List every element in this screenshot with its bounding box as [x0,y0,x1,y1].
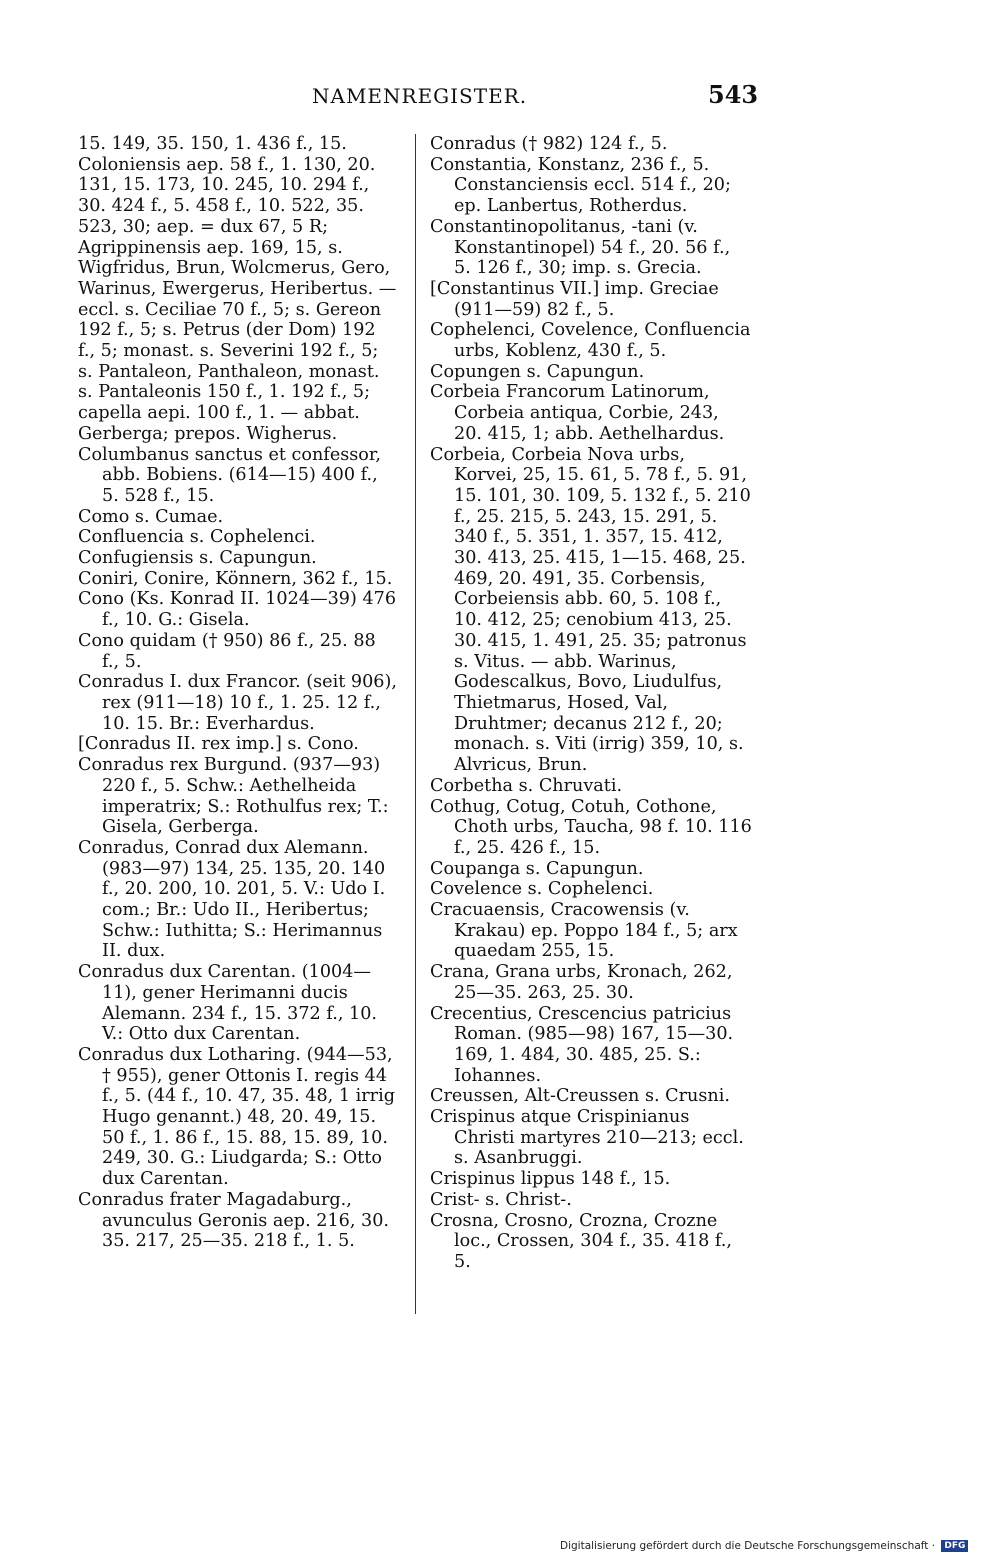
index-entry: Corbeia, Corbeia Nova urbs, Korvei, 25, 15. 61, 5. 78 f., 5. 91, 15. 101, 30. 109, 5. 132 f., 5. 210 f., 25. 215, 5. 243, 15. 291, 5. 340 f., 5. 351, 1. 357, 15. 412, 30. 413, 25. 415, 1—15. 468, 25. 469, 20. 491, 35. Corbensis, Corbeiensis abb. 60, 5. 108 f., 10. 412, 25; cenobium 413, 25. 30. 415, 1. 491, 25. 35; patronus s. Vitus. — abb. Warinus, Godescalkus, Bovo, Liudulfus, Thietmarus, Hosed, Val, Druhtmer; decanus 212 f., 20; monach. s. Viti (irrig) 359, 10, s. Alvricus, Brun. [430,444,751,776]
index-entry: Crispinus atque Crispinianus Christi martyres 210—213; eccl. s. Asanbruggi. [430,1107,744,1169]
index-entry: Crecentius, Crescencius patricius Roman. (985—98) 167, 15—30. 169, 1. 484, 30. 485, 25. S.: Iohannes. [430,1003,734,1086]
index-entry: Crispinus lippus 148 f., 15. [430,1169,671,1190]
dfg-logo: DFG [941,1540,968,1552]
index-entry: Cracuaensis, Cracowensis (v. Krakau) ep. Poppo 184 f., 5; arx quaedam 255, 15. [430,900,738,962]
index-entry: Creussen, Alt-Creussen s. Crusni. [430,1086,730,1107]
footer-text: Digitalisierung gefördert durch die Deutsche Forschungsgemeinschaft [560,1540,929,1552]
index-entry: Cono (Ks. Konrad II. 1024—39) 476 f., 10. G.: Gisela. [78,589,397,631]
left-column [78,134,398,1252]
funding-footer: Digitalisierung gefördert durch die Deutsche Forschungsgemeinschaft · DFG [560,1540,1000,1556]
index-entry: Conradus dux Lotharing. (944—53, † 955), gener Ottonis I. regis 44 f., 5. (44 f., 10. 47, 35. 48, 1 irrig Hugo genannt.) 48, 20. 49, 15. 50 f., 1. 86 f., 15. 88, 15. 89, 10. 249, 30. G.: Liudgarda; S.: Otto dux Carentan. [78,1044,395,1190]
index-entry: Cono quidam († 950) 86 f., 25. 88 f., 5. [78,630,376,672]
index-entry: Conradus rex Burgund. (937—93) 220 f., 5. Schw.: Aethelheida imperatrix; S.: Rothulfus rex; T.: Gisela, Gerberga. [78,755,389,838]
index-entry: Conradus († 982) 124 f., 5. [430,134,668,154]
index-entry: Cophelenci, Covelence, Confluencia urbs, Koblenz, 430 f., 5. [430,320,751,362]
page-title: NAMENREGISTER. [312,84,528,108]
index-entry: Corbetha s. Chruvati. [430,775,623,796]
index-entry: Coniri, Conire, Könnern, 362 f., 15. [78,568,393,589]
index-entry: Conradus dux Carentan. (1004—11), gener Herimanni ducis Alemann. 234 f., 15. 372 f., 10. V.: Otto dux Carentan. [78,962,377,1045]
index-entry: Cothug, Cotug, Cotuh, Cothone, Choth urbs, Taucha, 98 f. 10. 116 f., 25. 426 f., 15. [430,796,752,858]
index-entry: Corbeia Francorum Latinorum, Corbeia antiqua, Corbie, 243, 20. 415, 1; abb. Aethelhardus. [430,382,725,444]
index-entry: Conradus, Conrad dux Alemann. (983—97) 134, 25. 135, 20. 140 f., 20. 200, 10. 201, 5. V.: Udo I. com.; Br.: Udo II., Heribertus; Schw.: Iuthitta; S.: Herimannus II. dux. [78,837,386,962]
index-entry: Constantia, Konstanz, 236 f., 5. Constanciensis eccl. 514 f., 20; ep. Lanbertus, Rotherdus. [430,154,731,217]
index-entry: 15. 149, 35. 150, 1. 436 f., 15. Coloniensis aep. 58 f., 1. 130, 20. 131, 15. 173, 10. 245, 10. 294 f., 30. 424 f., 5. 458 f., 10. 522, 35. 523, 30; aep. = dux 67, 5 R; Agrippinensis aep. 169, 15, s. Wigfridus, Brun, Wolcmerus, Gero, Warinus, Ewergerus, Heribertus. — eccl. s. Ceciliae 70 f., 5; s. Gereon 192 f., 5; s. Petrus (der Dom) 192 f., 5; monast. s. Severini 192 f., 5; s. Pantaleon, Panthaleon, monast. s. Pantaleonis 150 f., 1. 192 f., 5; capella aepi. 100 f., 1. — abbat. Gerberga; prepos. Wigherus. [78,134,397,444]
index-entry: [Constantinus VII.] imp. Greciae (911—59) 82 f., 5. [430,278,719,320]
index-entry: Columbanus sanctus et confessor, abb. Bobiens. (614—15) 400 f., 5. 528 f., 15. [78,444,381,506]
index-entry: Conradus frater Magadaburg., avunculus Geronis aep. 216, 30. 35. 217, 25—35. 218 f., 1. 5. [78,1189,389,1252]
right-column [430,134,752,1273]
index-entry: Crist- s. Christ-. [430,1189,572,1210]
index-entry: Crosna, Crosno, Crozna, Crozne loc., Crossen, 304 f., 35. 418 f., 5. [430,1210,732,1272]
index-entry: Covelence s. Cophelenci. [430,879,654,900]
index-entry: [Conradus II. rex imp.] s. Cono. [78,734,359,755]
index-entry: Como s. Cumae. [78,506,224,527]
page-number: 543 [708,80,759,109]
column-divider [415,134,416,1314]
index-entry: Copungen s. Capungun. [430,361,645,382]
index-entry: Confugiensis s. Capungun. [78,548,317,569]
index-entry: Conradus I. dux Francor. (seit 906), rex (911—18) 10 f., 1. 25. 12 f., 10. 15. Br.: Everhardus. [78,672,397,734]
index-entry: Crana, Grana urbs, Kronach, 262, 25—35. 263, 25. 30. [430,962,733,1003]
index-entry: Constantinopolitanus, -tani (v. Konstantinopel) 54 f., 20. 56 f., 5. 126 f., 30; imp. s. Grecia. [430,216,731,279]
index-entry: Confluencia s. Cophelenci. [78,527,316,548]
page-header [0,80,1000,124]
index-entry: Coupanga s. Capungun. [430,858,644,879]
